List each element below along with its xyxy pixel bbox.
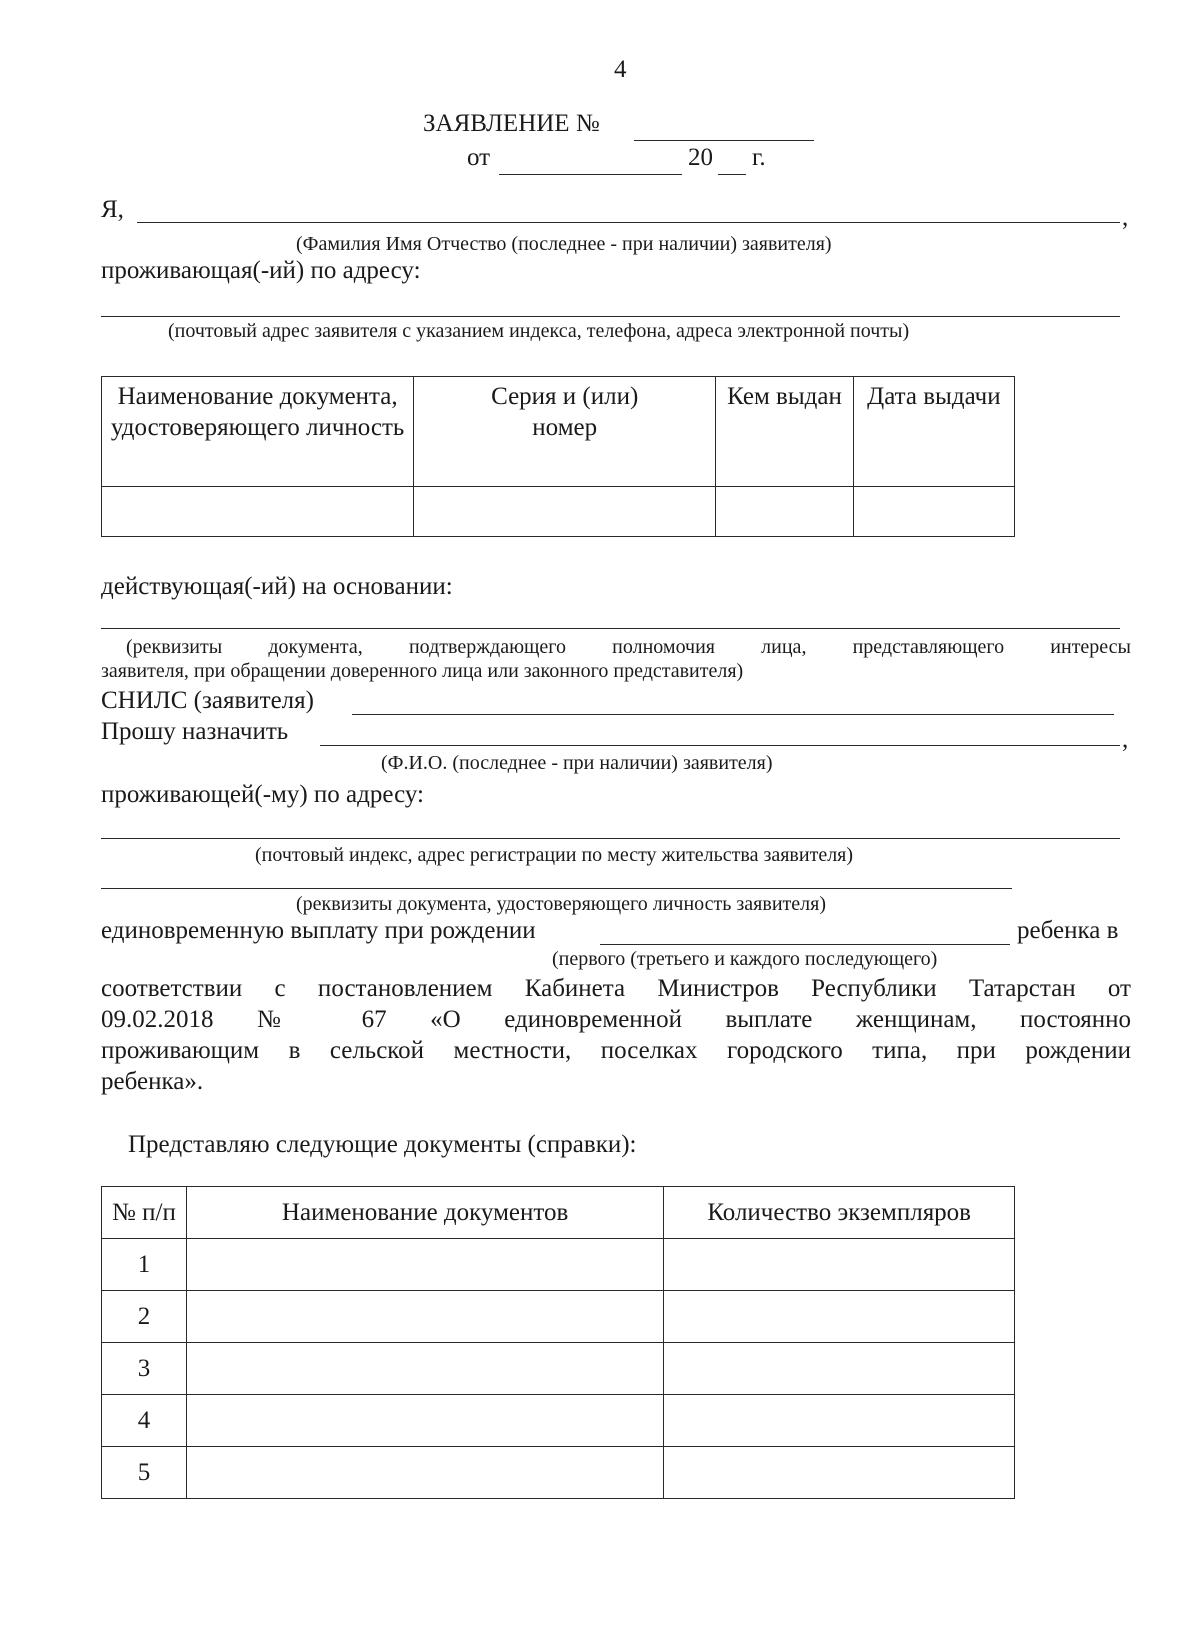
snils-label: СНИЛС (заявителя) — [101, 687, 314, 714]
documents-row-name[interactable] — [186, 1343, 663, 1395]
documents-row-number: 1 — [102, 1239, 187, 1291]
request-fio-caption: (Ф.И.О. (последнее - при наличии) заявителя) — [381, 752, 773, 774]
child-order-caption: (первого (третьего и каждого последующего) — [552, 948, 938, 970]
documents-row-number: 5 — [102, 1447, 187, 1499]
id-table-header-name: Наименование документа, удостоверяющего личность — [102, 377, 414, 487]
payment-label: единовременную выплату при рождении — [101, 917, 536, 944]
id-table-header-series: Серия и (или) номер — [414, 377, 716, 487]
recipient-address-caption: (почтовый индекс, адрес регистрации по месту жительства заявителя) — [255, 844, 854, 866]
request-comma: , — [1122, 726, 1129, 753]
request-name-field[interactable] — [320, 745, 1120, 746]
year-prefix: 20 — [688, 144, 713, 171]
applicant-address-field[interactable] — [101, 316, 1120, 317]
documents-row-count[interactable] — [664, 1447, 1015, 1499]
recipient-address-field[interactable] — [101, 838, 1120, 839]
recipient-address-label: проживающей(-му) по адресу: — [101, 781, 424, 808]
id-table-header-date: Дата выдачи — [853, 377, 1014, 487]
request-label: Прошу назначить — [101, 718, 289, 745]
year-field[interactable] — [718, 174, 746, 175]
application-number-field[interactable] — [634, 140, 814, 141]
recipient-id-field[interactable] — [101, 888, 1012, 889]
applicant-name-field[interactable] — [137, 222, 1120, 223]
documents-table — [101, 1186, 1015, 1499]
id-table-header-issuer: Кем выдан — [716, 377, 854, 487]
documents-row-name[interactable] — [186, 1447, 663, 1499]
child-order-field[interactable] — [600, 944, 1010, 945]
decree-paragraph-line4: ребенка». — [101, 1068, 204, 1095]
id-table-cell-series[interactable] — [414, 487, 716, 537]
id-table-cell-date[interactable] — [853, 487, 1014, 537]
documents-row-name[interactable] — [186, 1239, 663, 1291]
documents-row-count[interactable] — [664, 1395, 1015, 1447]
date-from-label: от — [467, 144, 491, 171]
applicant-name-comma: , — [1122, 204, 1129, 231]
recipient-id-caption: (реквизиты документа, удостоверяющего личность заявителя) — [296, 893, 826, 915]
date-field[interactable] — [499, 174, 682, 175]
basis-field[interactable] — [101, 628, 1120, 629]
documents-row-number: 2 — [102, 1291, 187, 1343]
basis-caption-line2: заявителя, при обращении доверенного лица или законного представителя) — [101, 660, 744, 682]
decree-paragraph-line3: проживающим в сельской местности, поселках городского типа, при рождении — [101, 1037, 1131, 1064]
decree-paragraph-line2: 09.02.2018 № 67 «О единовременной выплате женщинам, постоянно — [101, 1006, 1131, 1033]
child-label: ребенка в — [1017, 917, 1119, 944]
documents-row-name[interactable] — [186, 1395, 663, 1447]
documents-row-count[interactable] — [664, 1291, 1015, 1343]
id-document-table — [101, 376, 1015, 537]
documents-row-count[interactable] — [664, 1343, 1015, 1395]
basis-caption-line1: (реквизиты документа, подтверждающего полномочия лица, представляющего интересы — [126, 636, 1131, 658]
documents-row-name[interactable] — [186, 1291, 663, 1343]
snils-field[interactable] — [352, 714, 1114, 715]
id-table-cell-name[interactable] — [102, 487, 414, 537]
documents-row-count[interactable] — [664, 1239, 1015, 1291]
basis-label: действующая(-ий) на основании: — [101, 573, 453, 600]
applicant-address-label: проживающая(-ий) по адресу: — [101, 257, 421, 284]
applicant-lead: Я, — [101, 196, 124, 223]
documents-row-number: 3 — [102, 1343, 187, 1395]
applicant-address-caption: (почтовый адрес заявителя с указанием индекса, телефона, адреса электронной почты) — [168, 320, 910, 342]
documents-intro: Представляю следующие документы (справки): — [128, 1131, 637, 1158]
documents-header-number: № п/п — [102, 1187, 187, 1239]
documents-header-name: Наименование документов — [186, 1187, 663, 1239]
documents-row-number: 4 — [102, 1395, 187, 1447]
documents-header-count: Количество экземпляров — [664, 1187, 1015, 1239]
applicant-name-caption: (Фамилия Имя Отчество (последнее - при наличии) заявителя) — [296, 233, 832, 255]
id-table-cell-issuer[interactable] — [716, 487, 854, 537]
page-number: 4 — [614, 56, 627, 83]
decree-paragraph-line1: соответствии с постановлением Кабинета Министров Республики Татарстан от — [101, 975, 1131, 1002]
year-suffix: г. — [752, 144, 766, 171]
application-title: ЗАЯВЛЕНИЕ № — [423, 110, 600, 137]
